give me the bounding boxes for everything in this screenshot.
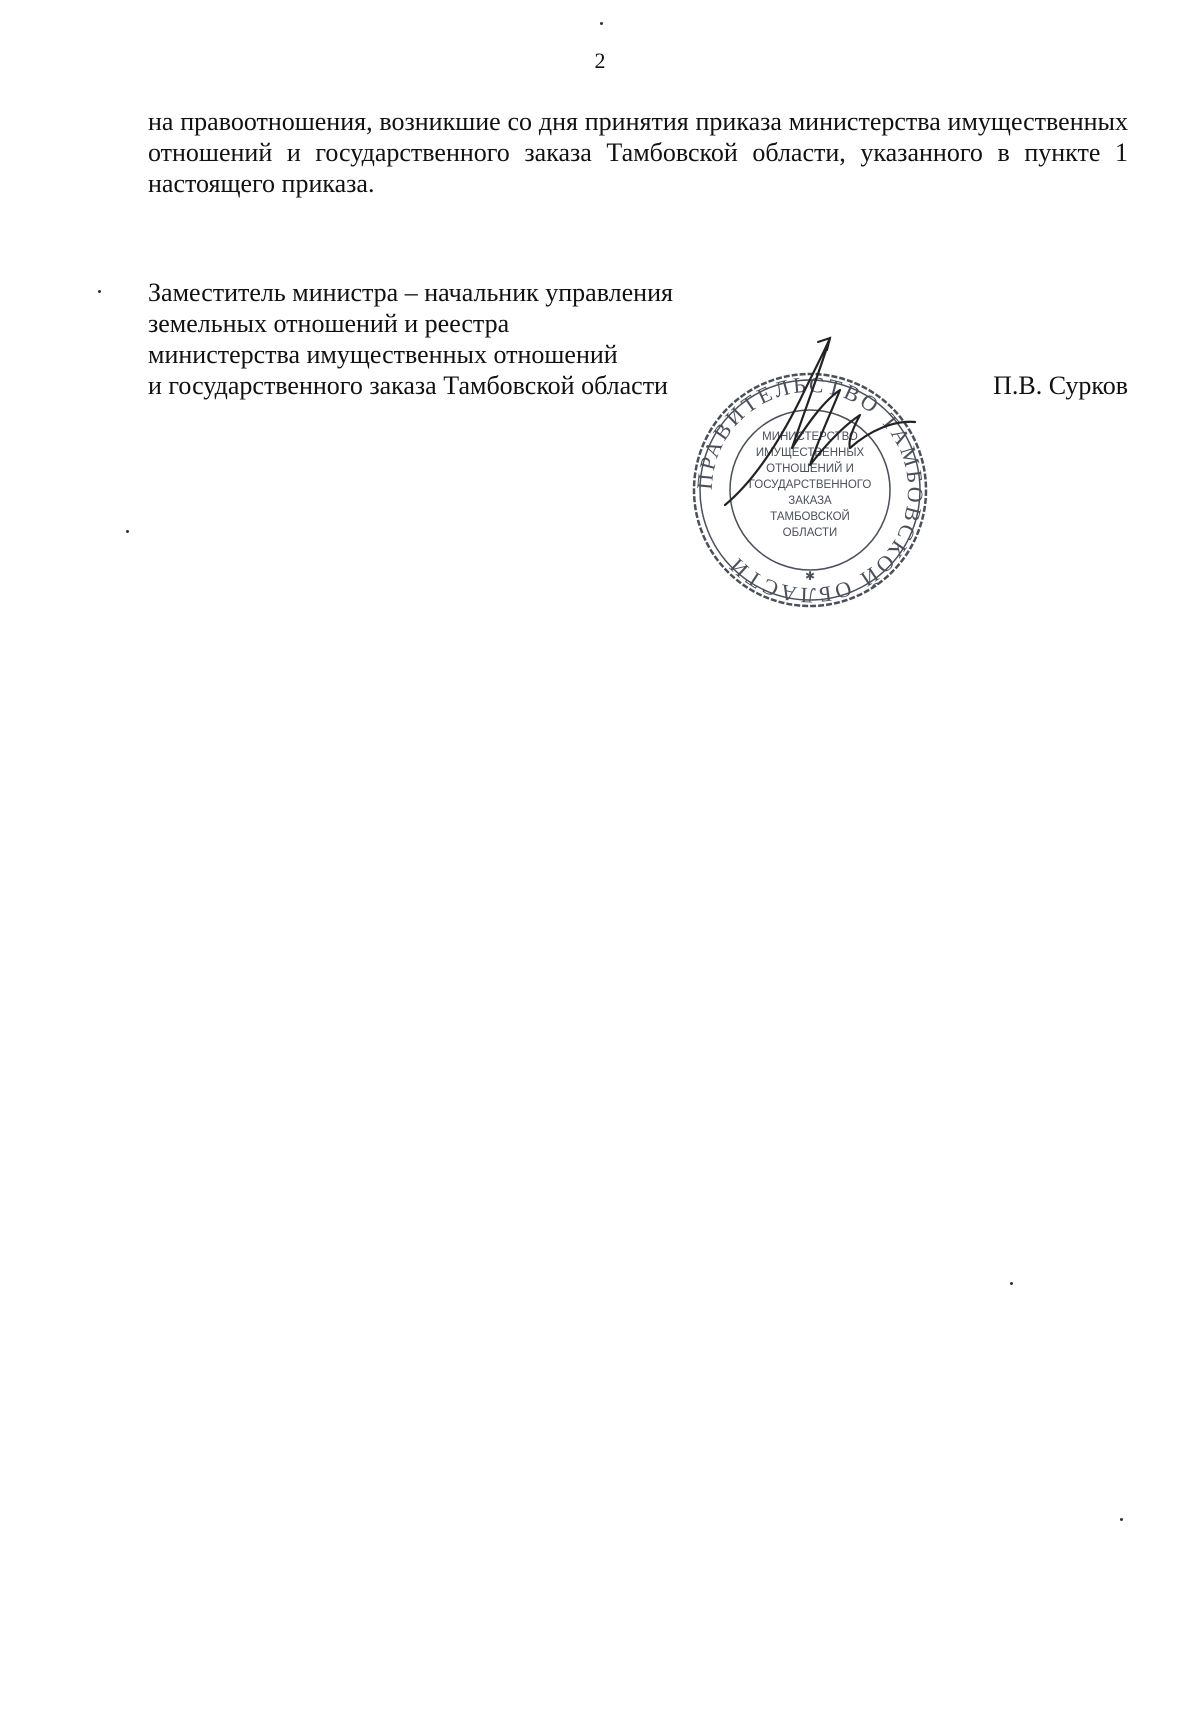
scan-speck bbox=[1120, 1518, 1123, 1521]
page-number: 2 bbox=[594, 48, 606, 73]
scan-speck bbox=[98, 290, 101, 293]
seal-inner-line-4: ГОСУДАРСТВЕННОГО bbox=[748, 479, 872, 491]
signer-name: П.В. Сурков bbox=[993, 371, 1128, 400]
scan-speck bbox=[1010, 1282, 1013, 1285]
seal-inner-line-6: ТАМБОВСКОЙ bbox=[770, 511, 850, 523]
signature-title-line-3: министерства имущественных отношений bbox=[148, 340, 618, 369]
handwritten-signature bbox=[700, 330, 930, 520]
signature-title-line-2: земельных отношений и реестра bbox=[148, 309, 510, 338]
seal-star-icon: ✱ bbox=[804, 569, 816, 583]
seal-outer-text-path: ПРАВИТЕЛЬСТВО ТАМБОВСКОЙ ОБЛАСТИ bbox=[691, 371, 929, 609]
signature-title-line-4: и государственного заказа Тамбовской области bbox=[148, 371, 668, 400]
seal-inner-line-1: МИНИСТЕРСТВО bbox=[762, 431, 858, 443]
scan-speck bbox=[600, 22, 603, 25]
signature-block bbox=[148, 277, 748, 401]
signature-title-line-1: Заместитель министра – начальник управления bbox=[148, 278, 673, 307]
seal-inner-line-3: ОТНОШЕНИЙ И bbox=[766, 463, 854, 475]
seal-inner-line-2: ИМУЩЕСТВЕННЫХ bbox=[755, 447, 865, 459]
seal-inner-line-5: ЗАКАЗА bbox=[788, 495, 832, 507]
scan-speck bbox=[126, 530, 129, 533]
body-paragraph: на правоотношения, возникшие со дня принятия приказа министерства имущественных отношений и государственного заказа Тамбовской области, указанного в пункте 1 настоящего приказа. bbox=[148, 107, 1128, 198]
seal-inner-line-7: ОБЛАСТИ bbox=[782, 527, 838, 539]
